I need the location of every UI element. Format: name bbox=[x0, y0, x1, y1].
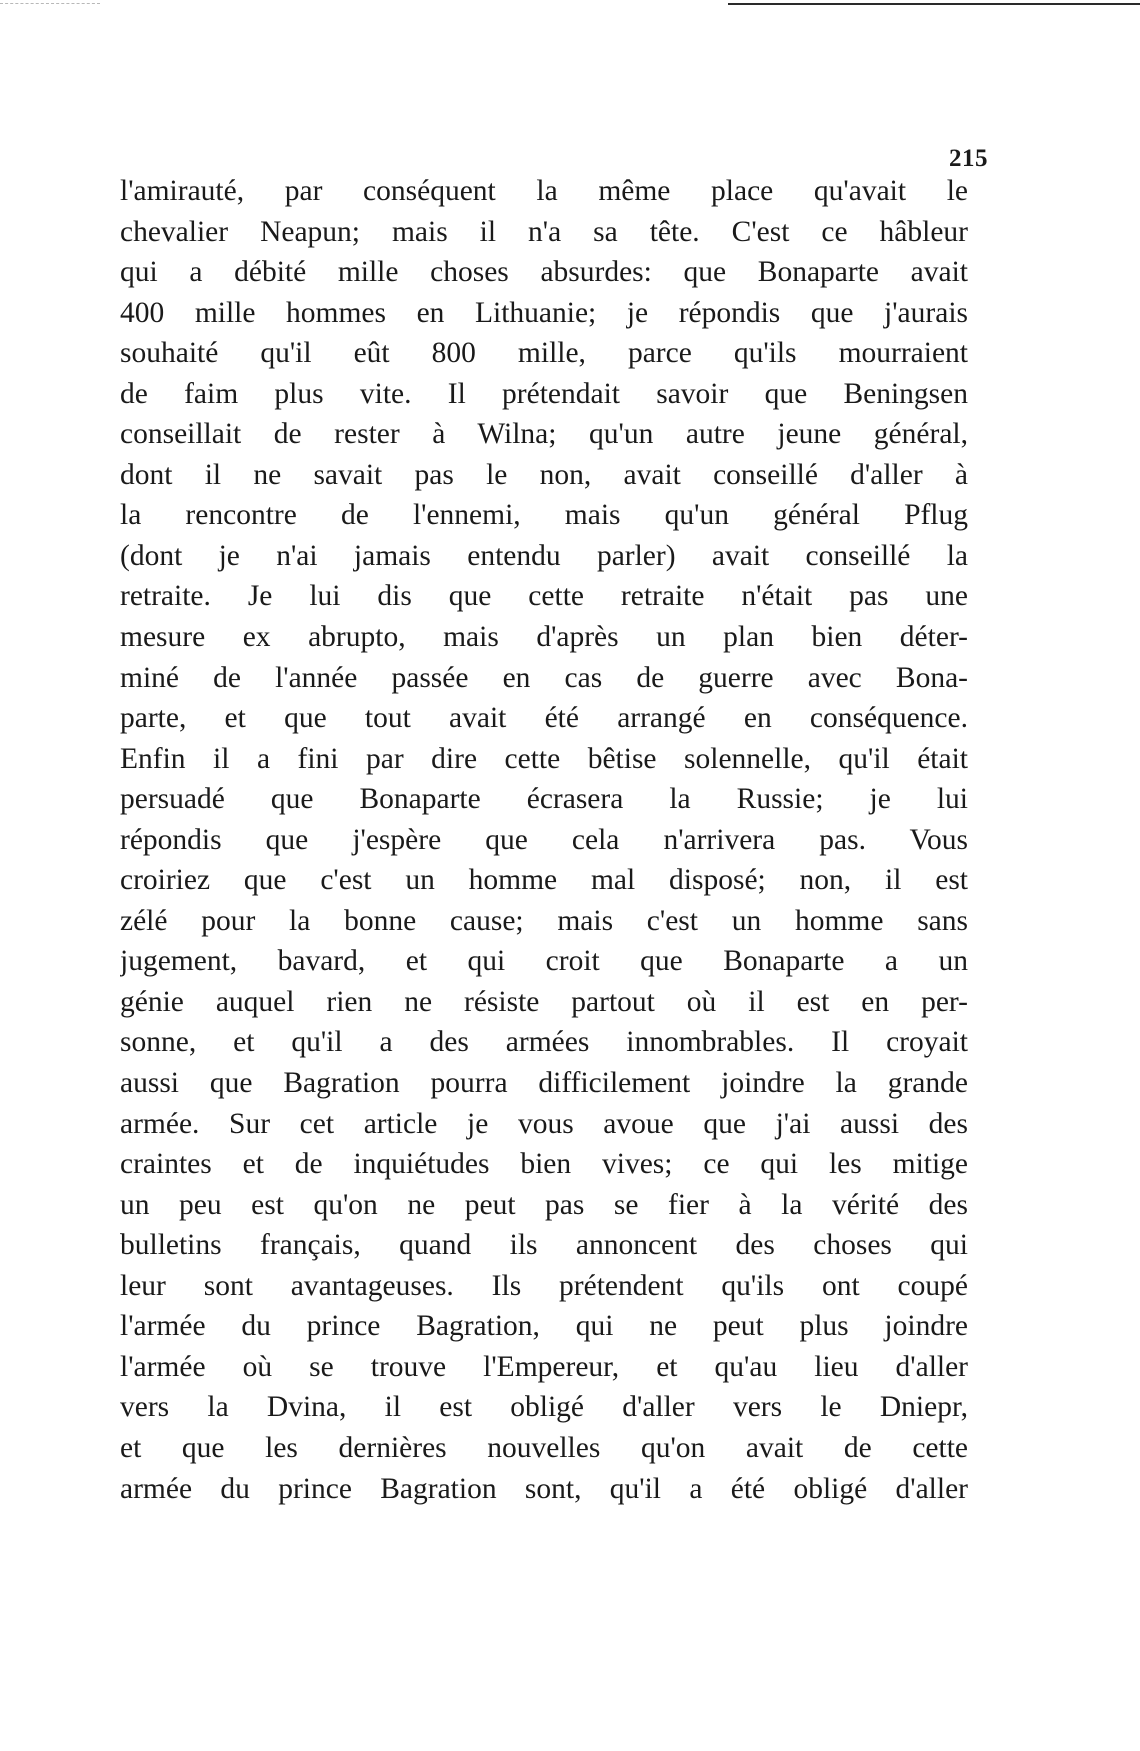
text-line: leur sont avantageuses. Ils prétendent qu'ils ont coupé bbox=[120, 1269, 968, 1302]
text-line: l'armée du prince Bagration, qui ne peut plus joindre bbox=[120, 1310, 968, 1343]
text-line: l'amirauté, par conséquent la même place qu'avait le bbox=[120, 175, 968, 207]
text-line: qui a débité mille choses absurdes: que Bonaparte avait bbox=[120, 256, 968, 289]
text-line: un peu est qu'on ne peut pas se fier à la vérité des bbox=[120, 1188, 968, 1221]
text-line: parte, et que tout avait été arrangé en conséquence. bbox=[120, 702, 968, 735]
text-line: craintes et de inquiétudes bien vives; ce qui les mitige bbox=[120, 1148, 968, 1181]
text-line: (dont je n'ai jamais entendu parler) avait conseillé la bbox=[120, 539, 968, 572]
text-line: répondis que j'espère que cela n'arrivera pas. Vous bbox=[120, 823, 968, 856]
text-line: mesure ex abrupto, mais d'après un plan bien déter- bbox=[120, 621, 968, 654]
page-number: 215 bbox=[949, 145, 988, 172]
text-line: conseillait de rester à Wilna; qu'un autre jeune général, bbox=[120, 418, 968, 451]
text-line: chevalier Neapun; mais il n'a sa tête. C'est ce hâbleur bbox=[120, 215, 968, 248]
text-line: génie auquel rien ne résiste partout où il est en per- bbox=[120, 985, 968, 1018]
text-line: aussi que Bagration pourra difficilement joindre la grande bbox=[120, 1067, 968, 1100]
scan-edge-rule-left bbox=[0, 3, 100, 4]
text-line: bulletins français, quand ils annoncent des choses qui bbox=[120, 1229, 968, 1262]
text-line: et que les dernières nouvelles qu'on avait de cette bbox=[120, 1431, 968, 1464]
text-line: jugement, bavard, et qui croit que Bonaparte a un bbox=[120, 945, 968, 978]
text-line: zélé pour la bonne cause; mais c'est un homme sans bbox=[120, 904, 968, 937]
text-line: l'armée où se trouve l'Empereur, et qu'au lieu d'aller bbox=[120, 1350, 968, 1383]
text-line: de faim plus vite. Il prétendait savoir que Beningsen bbox=[120, 377, 968, 410]
body-text bbox=[120, 171, 968, 1509]
text-line: miné de l'année passée en cas de guerre avec Bona- bbox=[120, 661, 968, 694]
text-line: armée. Sur cet article je vous avoue que j'ai aussi des bbox=[120, 1107, 968, 1140]
scan-edge-rule-right bbox=[728, 3, 1140, 5]
text-line: vers la Dvina, il est obligé d'aller vers le Dniepr, bbox=[120, 1391, 968, 1424]
text-line: sonne, et qu'il a des armées innombrables. Il croyait bbox=[120, 1026, 968, 1059]
text-line: souhaité qu'il eût 800 mille, parce qu'ils mourraient bbox=[120, 337, 968, 370]
text-line: 400 mille hommes en Lithuanie; je répondis que j'aurais bbox=[120, 296, 968, 329]
text-line: armée du prince Bagration sont, qu'il a été obligé d'aller bbox=[120, 1472, 968, 1505]
text-line: dont il ne savait pas le non, avait conseillé d'aller à bbox=[120, 458, 968, 491]
text-line: persuadé que Bonaparte écrasera la Russie; je lui bbox=[120, 783, 968, 816]
text-line: Enfin il a fini par dire cette bêtise solennelle, qu'il était bbox=[120, 742, 968, 775]
text-line: croiriez que c'est un homme mal disposé; non, il est bbox=[120, 864, 968, 897]
text-line: la rencontre de l'ennemi, mais qu'un général Pflug bbox=[120, 499, 968, 532]
text-line: retraite. Je lui dis que cette retraite n'était pas une bbox=[120, 580, 968, 613]
